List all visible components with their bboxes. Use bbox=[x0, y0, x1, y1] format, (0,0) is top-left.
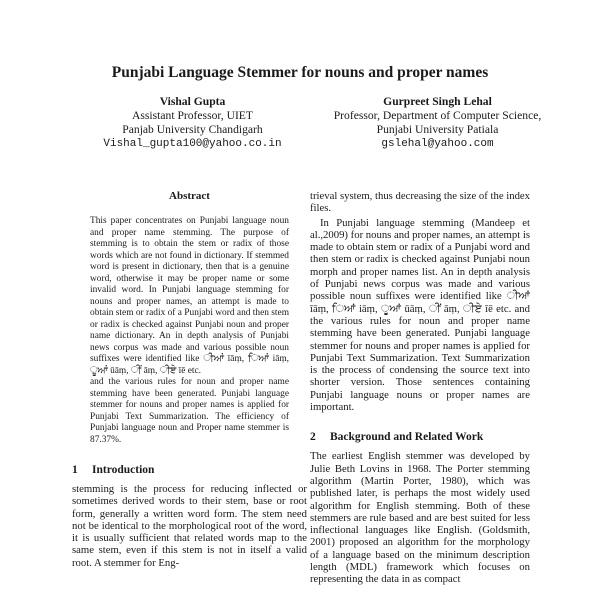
author-name: Vishal Gupta bbox=[159, 95, 226, 108]
right-column bbox=[310, 190, 530, 586]
body-paragraph: trieval system, thus decreasing the size of the index files. bbox=[310, 190, 530, 215]
author-affiliation: Punjabi University Patiala bbox=[376, 123, 499, 136]
section-title: Background and Related Work bbox=[330, 431, 484, 444]
abstract-body bbox=[90, 216, 289, 446]
left-column bbox=[72, 190, 307, 569]
abstract-heading: Abstract bbox=[169, 190, 210, 202]
introduction-text: stemming is the process for reducing inflected or sometimes derived words to their stem, base or root form, generally a written word form. The stem need not be identical to the morphological root of the word, it is usually sufficient that related words map to the same stem, even if this stem is not in itself a valid root. A stemmer for Eng- bbox=[72, 483, 307, 569]
author-affiliation: Panjab University Chandigarh bbox=[122, 123, 263, 136]
section-heading-background bbox=[310, 431, 530, 443]
author-block-1 bbox=[70, 95, 315, 151]
paper-title: Punjabi Language Stemmer for nouns and proper names bbox=[111, 64, 489, 81]
author-email: gslehal@yahoo.com bbox=[381, 138, 494, 150]
author-name: Gurpreet Singh Lehal bbox=[383, 95, 492, 108]
section-number: 1 bbox=[72, 464, 78, 476]
background-text: The earliest English stemmer was developed by Julie Beth Lovins in 1968. The Porter stemming algorithm (Martin Porter, 1980), which was published later, is perhaps the most widely used algorithm for English stemming. Both of these stemmers are rule based and are best suited for less inflectional languages like English. (Goldsmith, 2001) proposed an algorithm for the morphology of a language based on the minimum description length (MDL) framework which focuses on representing the data in as compact bbox=[310, 450, 530, 586]
author-role: Professor, Department of Computer Science, bbox=[333, 109, 542, 122]
abstract-paragraph: and the various rules for noun and proper name stemming have been generated. Punjabi language stemmer for nouns and proper names is applied for Punjabi Text Summarization. The efficiency of Punjabi language noun and Proper name stemmer is 87.37%. bbox=[90, 377, 289, 445]
section-title: Introduction bbox=[92, 464, 155, 476]
author-email: Vishal_gupta100@yahoo.co.in bbox=[103, 138, 282, 150]
author-block-2 bbox=[300, 95, 575, 151]
section-heading-introduction bbox=[72, 464, 307, 476]
section-number: 2 bbox=[310, 431, 316, 444]
author-role: Assistant Professor, UIET bbox=[132, 109, 253, 122]
body-paragraph: In Punjabi language stemming (Mandeep et al.,2009) for nouns and proper names, an attempt is made to obtain stem or radix of a Punjabi word and then stem or radix is checked against Punjabi noun morph and proper names list. An in depth analysis of Punjabi news corpus was made and various possible noun suffixes were identified like ੀਆਂ īāṃ, ਿਆਂ iāṃ, ੂਆਂ ūāṃ, ੀਂ āṃ, ੀਏ īē etc. and the various rules for noun and proper name stemming have been generated. Punjabi language stemmer for nouns and proper names is applied for Punjabi Text Summarization. Text Summarization is the process of condensing the source text into shorter version. Those sentences containing Punjabi language nouns or proper names are important. bbox=[310, 216, 530, 414]
abstract-paragraph: This paper concentrates on Punjabi language noun and proper name stemming. The purpose of stemming is to obtain the stem or radix of those words which are not found in dictionary. If stemmed word is present in dictionary, then that is a genuine word, otherwise it may be proper name or some invalid word. In Punjabi language stemming for nouns and proper names, an attempt is made to obtain stem or radix of a Punjabi word and then stem or radix is checked against Punjabi noun and proper name dictionary. An in depth analysis of Punjabi news corpus was made and various possible noun suffixes were identified like ੀਆਂ īāṃ, ਿਆਂ iāṃ, ੂਆਂ ūāṃ, ੀਂ āṃ, ੀਏ īē etc. bbox=[90, 216, 289, 376]
